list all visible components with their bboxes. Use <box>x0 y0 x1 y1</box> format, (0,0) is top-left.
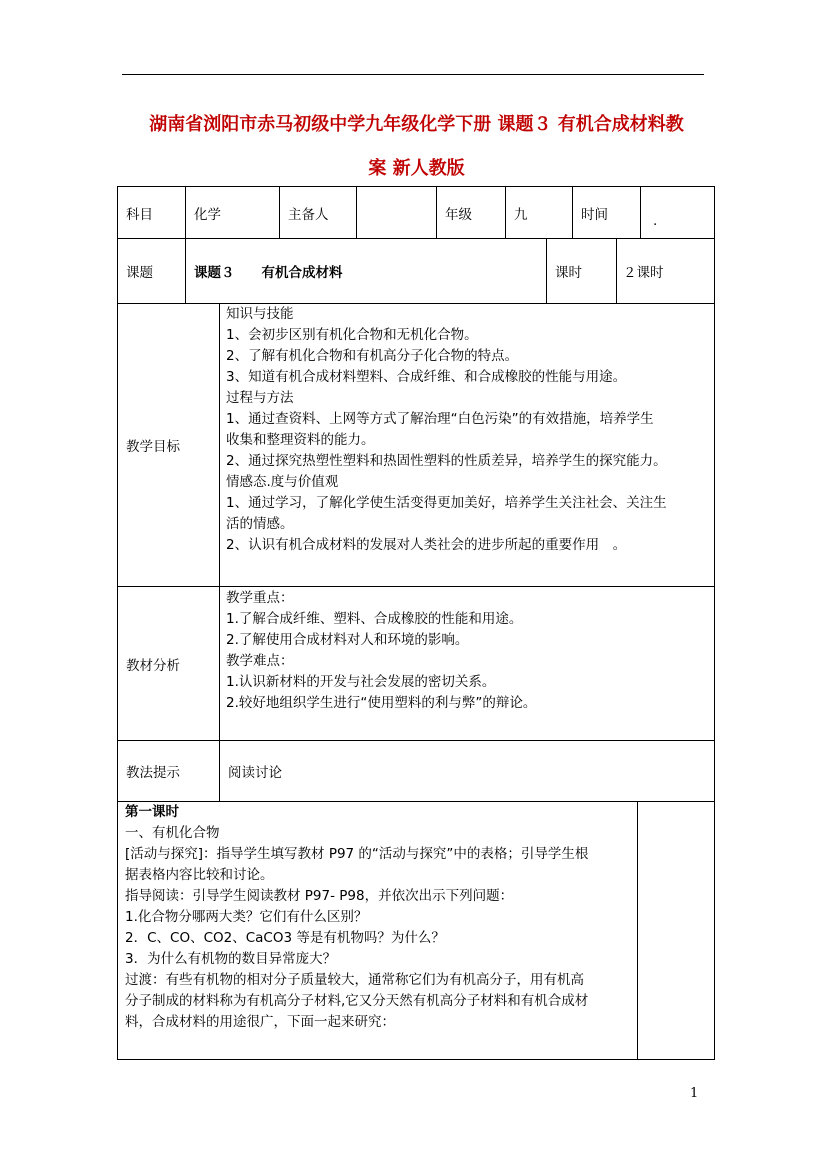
analysis-line: 2.了解使用合成材料对人和环境的影响。 <box>226 632 469 648</box>
goals-line: 收集和整理资料的能力。 <box>226 432 375 448</box>
lesson-line: 料，合成材料的用途很广，下面一起来研究： <box>125 1014 395 1030</box>
lesson-content-cell <box>118 801 637 1059</box>
time-value: . <box>653 213 658 229</box>
preparer-label: 主备人 <box>288 206 329 223</box>
analysis-label: 教材分析 <box>126 657 180 674</box>
goals-line: 情感态.度与价值观 <box>226 474 339 490</box>
subject-value: 化学 <box>194 206 221 223</box>
goals-content-cell <box>219 303 714 586</box>
hours-value: ２课时 <box>623 265 664 281</box>
lesson-notes-cell <box>637 801 714 1059</box>
grade-value-cell <box>505 187 572 238</box>
lesson-line: 2．C、CO、CO2、CaCO3 等是有机物吗？为什么？ <box>125 930 445 946</box>
time-value-cell <box>640 187 714 238</box>
analysis-line: 教学重点： <box>226 590 294 606</box>
goals-label: 教学目标 <box>126 439 180 455</box>
method-value-cell <box>219 740 714 801</box>
analysis-content-cell <box>219 586 714 740</box>
topic-value-cell <box>185 238 546 303</box>
preparer-label-cell <box>279 187 356 238</box>
goals-line: 2、了解有机化合物和有机高分子化合物的特点。 <box>226 348 519 364</box>
method-label: 教法提示 <box>126 765 180 781</box>
grade-label-cell <box>436 187 505 238</box>
goals-line: 1、会初步区别有机化合物和无机化合物。 <box>226 327 478 343</box>
goals-line: 活的情感。 <box>226 516 294 532</box>
subject-label-cell <box>118 187 185 238</box>
lesson-line: 3．为什么有机物的数目异常庞大？ <box>125 951 337 967</box>
analysis-label-cell <box>118 586 219 740</box>
lesson-line: 分子制成的材料称为有机高分子材料,它又分天然有机高分子材料和有机合成材 <box>125 993 589 1009</box>
analysis-line: 2.较好地组织学生进行“使用塑料的利与弊”的辩论。 <box>226 695 537 711</box>
goals-line: 1、通过查资料、上网等方式了解治理“白色污染”的有效措施，培养学生 <box>226 411 654 427</box>
subject-value-cell <box>185 187 279 238</box>
hours-value-cell <box>616 238 714 303</box>
hours-label: 课时 <box>555 265 582 281</box>
lesson-heading: 第一课时 <box>125 804 179 820</box>
time-label: 时间 <box>581 206 608 223</box>
goals-line: 2、通过探究热塑性塑料和热固性塑料的性质差异，培养学生的探究能力。 <box>226 453 667 469</box>
lesson-line: 指导阅读：引导学生阅读教材 P97- P98，并依次出示下列问题： <box>125 888 514 904</box>
analysis-line: 1.了解合成纤维、塑料、合成橡胶的性能和用途。 <box>226 611 523 627</box>
analysis-line: 教学难点： <box>226 653 294 669</box>
topic-value: 课题３ 有机合成材料 <box>194 265 343 281</box>
method-value: 阅读讨论 <box>228 765 282 781</box>
topic-label: 课题 <box>126 265 153 281</box>
subject-label: 科目 <box>126 206 153 223</box>
hours-label-cell <box>546 238 616 303</box>
topic-label-cell <box>118 238 185 303</box>
goals-line: 3、知道有机合成材料塑料、合成纤维、和合成橡胶的性能与用途。 <box>226 369 627 385</box>
preparer-value-cell <box>356 187 436 238</box>
header-rule <box>122 74 704 75</box>
goals-line: 1、通过学习，了解化学使生活变得更加美好，培养学生关注社会、关注生 <box>226 495 667 511</box>
page-number: 1 <box>690 1086 699 1101</box>
analysis-line: 1.认识新材料的开发与社会发展的密切关系。 <box>226 674 496 690</box>
lesson-line: [活动与探究]：指导学生填写教材 P97 的“活动与探究”中的表格；引导学生根 <box>125 846 589 862</box>
lesson-line: 1.化合物分哪两大类？它们有什么区别？ <box>125 909 368 925</box>
goals-line: 过程与方法 <box>226 390 294 406</box>
method-label-cell <box>118 740 219 801</box>
grade-value: 九 <box>514 206 528 223</box>
lesson-line: 一、有机化合物 <box>125 825 220 841</box>
goals-line: 知识与技能 <box>226 306 294 322</box>
lesson-line: 据表格内容比较和讨论。 <box>125 867 274 883</box>
goals-label-cell <box>118 303 219 586</box>
lesson-plan-table <box>117 186 715 1060</box>
document-title-line-1: 湖南省浏阳市赤马初级中学九年级化学下册 课题３ 有机合成材料教 <box>149 114 684 135</box>
grade-label: 年级 <box>445 206 472 223</box>
time-label-cell <box>572 187 640 238</box>
document-title-line-2: 案 新人教版 <box>368 158 465 179</box>
goals-line: 2、认识有机合成材料的发展对人类社会的进步所起的重要作用 。 <box>226 537 627 553</box>
lesson-line: 过渡：有些有机物的相对分子质量较大，通常称它们为有机高分子，用有机高 <box>125 972 584 988</box>
